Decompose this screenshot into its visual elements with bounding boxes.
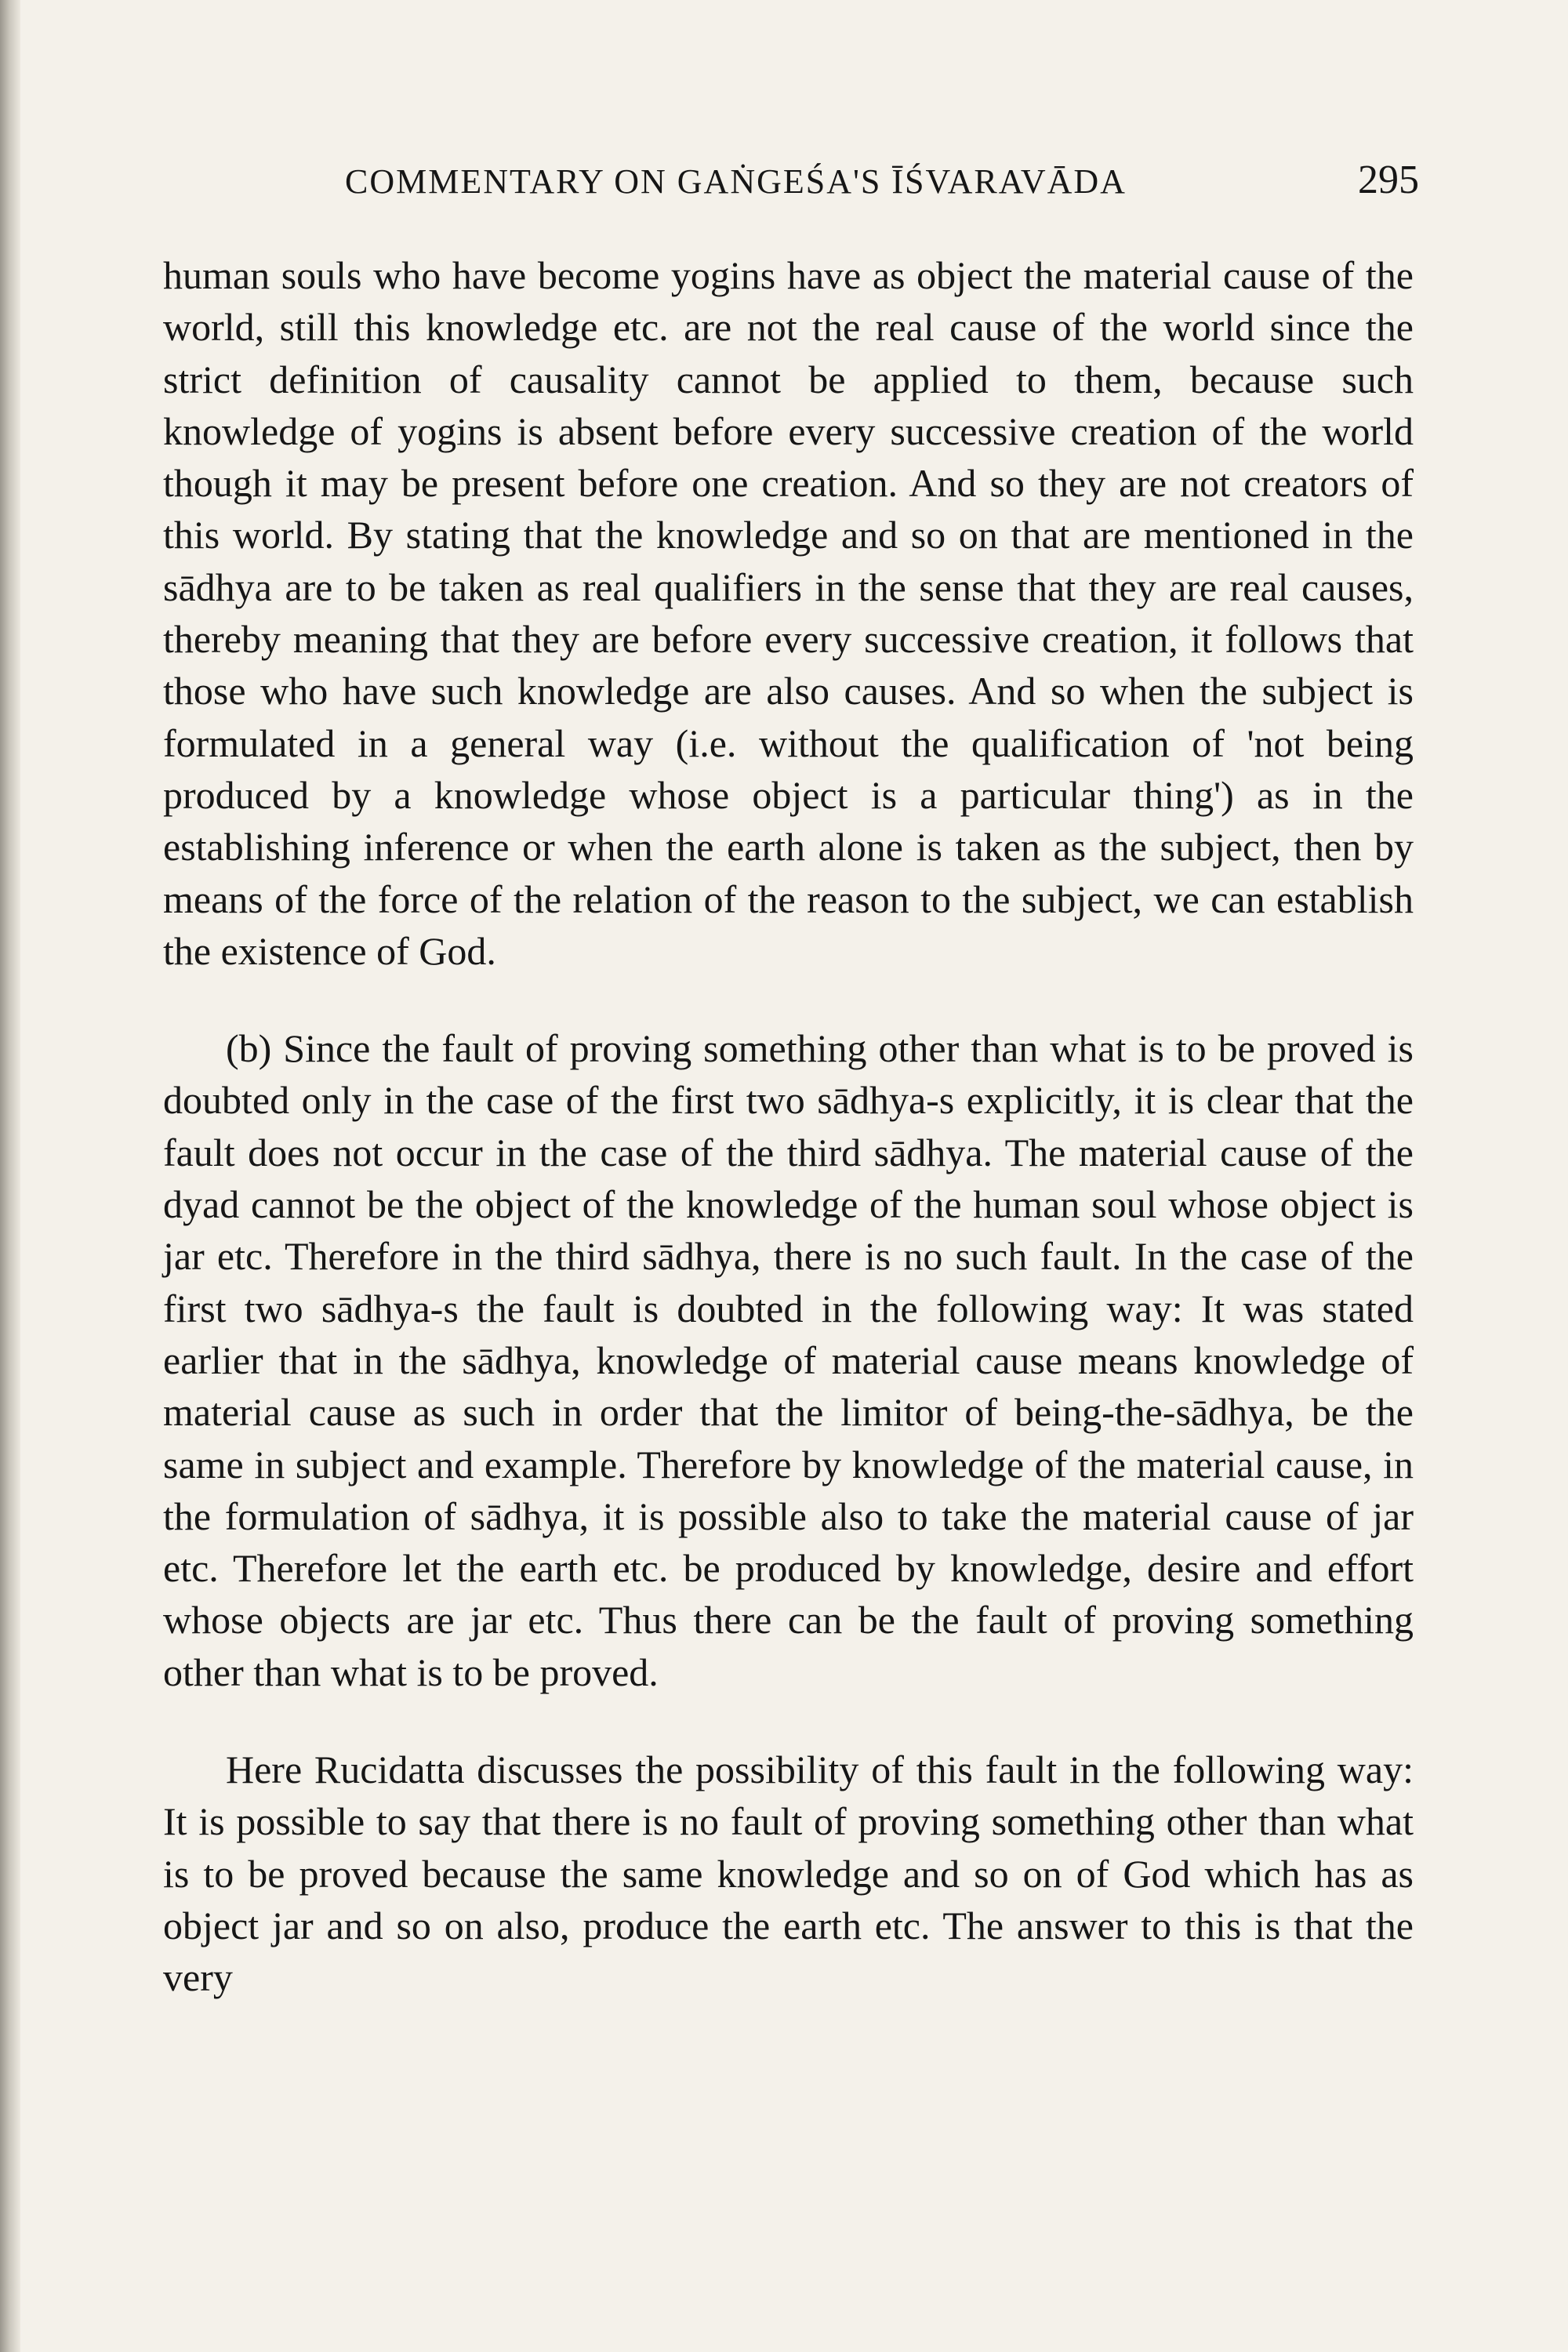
running-header [314, 157, 1419, 212]
page-number: 295 [1358, 158, 1419, 202]
paragraph-2: (b) Since the fault of proving something other than what is to be proved is doubted only in the case of the first two sādhya-s explicitly, it is clear that the fault does not occur in the case of the third sādhya. The material cause of the dyad cannot be the object of the knowledge of the human soul whose object is jar etc. Therefore in the third sādhya, there is no such fault. In the case of the first two sādhya-s the fault is doubted in the following way: It was stated earlier that in the sādhya, knowledge of material cause means knowledge of material cause as such in order that the limitor of being-the-sādhya, be the same in subject and example. Therefore by knowledge of the material cause, in the formulation of sādhya, it is possible also to take the material cause of jar etc. Therefore let the earth etc. be produced by knowledge, desire and effort whose objects are jar etc. Thus there can be the fault of proving something other than what is to be proved. [163, 1026, 1414, 1694]
running-title: COMMENTARY ON GAṄGEŚA'S ĪŚVARAVĀDA [345, 162, 1127, 201]
paragraph-gap [163, 1698, 1414, 1744]
paragraph-3: Here Rucidatta discusses the possibility of this fault in the following way: It is possible to say that there is no fault of proving something other than what is to be proved because the same knowledge and so on of God which has as object jar and so on also, produce the earth etc. The answer to this is that the very [163, 1748, 1414, 2000]
body-text [163, 249, 1414, 2004]
paragraph-gap [163, 977, 1414, 1022]
paragraph-1: human souls who have become yogins have as object the material cause of the world, still this knowledge etc. are not the real cause of the world since the strict definition of causality cannot be applied to them, because such knowledge of yogins is absent before every successive creation of the world though it may be present before one creation. And so they are not creators of this world. By stating that the knowledge and so on that are mentioned in the sādhya are to be taken as real qualifiers in the sense that they are real causes, thereby meaning that they are before every successive creation, it follows that those who have such knowledge are also causes. And so when the subject is formulated in a general way (i.e. without the qualification of 'not being produced by a knowledge whose object is a particular thing') as in the establishing inference or when the earth alone is taken as the subject, then by means of the force of the relation of the reason to the subject, we can establish the existence of God. [163, 253, 1414, 973]
